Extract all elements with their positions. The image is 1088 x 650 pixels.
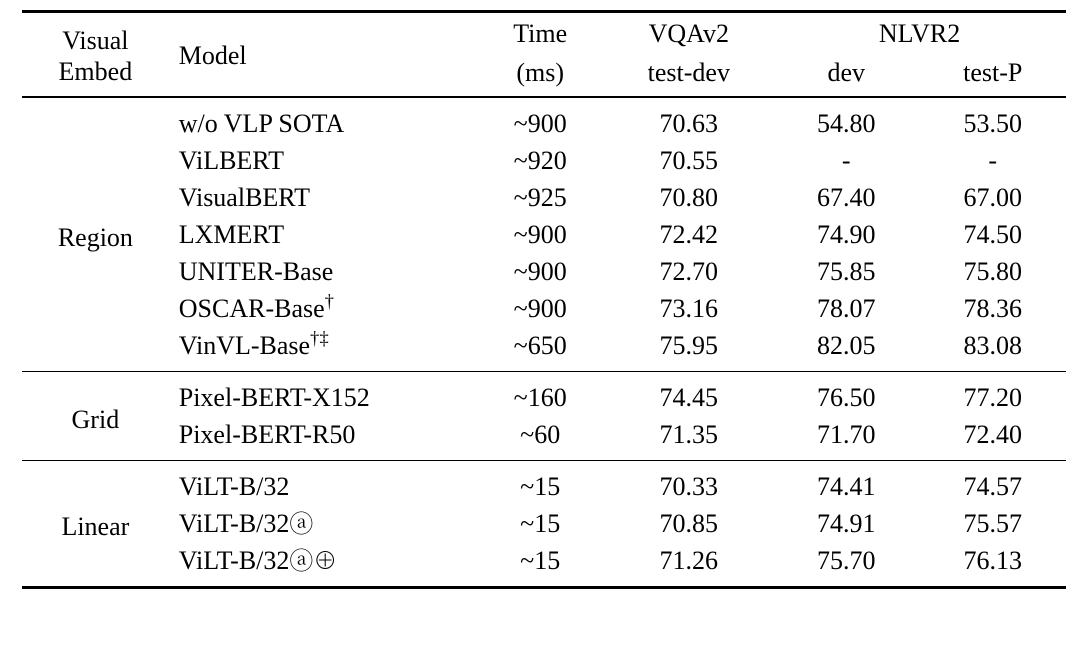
table-row [22, 179, 1066, 216]
header-vqav2-split: test-dev [647, 57, 730, 87]
header-nlvr2-group: NLVR2 [773, 12, 1066, 52]
cell-model [169, 253, 476, 290]
table-row [22, 142, 1066, 179]
model-name: LXMERT [178, 219, 285, 249]
table-header-row [22, 12, 1066, 52]
cell-vqav2: 72.70 [659, 256, 719, 286]
cell-vqav2: 70.85 [659, 508, 719, 538]
bottom-rule-cell [169, 588, 476, 597]
header-visual-embed-line1: Visual [62, 26, 129, 55]
group-label-grid: Grid [22, 372, 169, 461]
cell-nlvr2-dev: 67.40 [817, 182, 876, 212]
cell-vqav2: 73.16 [659, 293, 719, 323]
model-name: ViLBERT [178, 145, 284, 175]
bottom-rule-cell [773, 588, 919, 597]
cell-nlvr2-dev: 71.70 [817, 419, 876, 449]
cell-nlvr2-testp: 74.57 [920, 461, 1067, 506]
bottom-rule-cell [476, 588, 605, 597]
cell-nlvr2-dev: 74.41 [773, 461, 919, 506]
cell-vqav2: 70.63 [605, 97, 773, 142]
cell-nlvr2-testp: - [988, 145, 998, 175]
model-name: UNITER-Base [178, 256, 334, 286]
table-row [22, 253, 1066, 290]
cell-vqav2: 71.26 [659, 545, 719, 575]
cell-time: ~900 [476, 97, 605, 142]
header-nlvr2-dev: dev [827, 57, 866, 87]
cell-nlvr2-dev: 76.50 [773, 372, 919, 417]
model-sup: † [324, 290, 335, 312]
model-sup: †‡ [310, 327, 329, 349]
cell-nlvr2-testp: 74.50 [963, 219, 1022, 249]
table-row [22, 372, 1066, 417]
cell-time: ~650 [513, 330, 567, 360]
model-name: Pixel-BERT-X152 [178, 382, 370, 412]
cell-time: ~900 [513, 256, 567, 286]
cell-nlvr2-dev: 75.70 [817, 545, 876, 575]
cell-model [169, 542, 476, 588]
cell-time: ~15 [520, 545, 561, 575]
table-row [22, 97, 1066, 142]
table-bottom-rule [22, 588, 1066, 597]
model-name: OSCAR-Base [178, 293, 325, 323]
cell-model [169, 461, 476, 506]
cell-vqav2: 72.42 [659, 219, 719, 249]
model-name: ViLT-B/32 [178, 471, 290, 501]
table-row [22, 416, 1066, 461]
cell-time: ~925 [513, 182, 567, 212]
bottom-rule-cell [22, 588, 169, 597]
header-nlvr2-testp: test-P [963, 57, 1023, 87]
cell-model [169, 327, 476, 372]
cell-vqav2: 70.80 [659, 182, 719, 212]
cell-nlvr2-dev: 74.91 [817, 508, 876, 538]
model-sup: ⓐ [289, 511, 314, 538]
table-row [22, 290, 1066, 327]
bottom-rule-cell [605, 588, 773, 597]
cell-vqav2: 71.35 [659, 419, 719, 449]
header-vqav2 [605, 12, 773, 52]
cell-model [169, 142, 476, 179]
cell-time: ~160 [476, 372, 605, 417]
cell-nlvr2-dev: 54.80 [773, 97, 919, 142]
model-name: Pixel-BERT-R50 [178, 419, 356, 449]
cell-nlvr2-testp: 67.00 [963, 182, 1022, 212]
table-row [22, 327, 1066, 372]
cell-nlvr2-dev: 82.05 [817, 330, 876, 360]
cell-time: ~15 [476, 461, 605, 506]
cell-vqav2: 70.55 [659, 145, 719, 175]
model-name: w/o VLP SOTA [178, 108, 345, 138]
model-sup: ⓐ⊕ [289, 548, 338, 575]
cell-nlvr2-dev: 74.90 [817, 219, 876, 249]
cell-model [169, 372, 476, 417]
model-name: ViLT-B/32 [178, 545, 290, 575]
header-time-line1: Time [513, 19, 568, 48]
table-row [22, 461, 1066, 506]
model-name: VinVL-Base [178, 330, 311, 360]
cell-nlvr2-testp: 75.80 [963, 256, 1022, 286]
cell-model [169, 505, 476, 542]
header-time-units: (ms) [516, 57, 565, 87]
cell-model [169, 416, 476, 461]
cell-nlvr2-testp: 72.40 [963, 419, 1022, 449]
cell-nlvr2-testp: 83.08 [963, 330, 1022, 360]
cell-time: ~900 [513, 293, 567, 323]
cell-model [169, 179, 476, 216]
bottom-rule-cell [920, 588, 1067, 597]
cell-vqav2: 70.33 [605, 461, 773, 506]
cell-time: ~15 [520, 508, 561, 538]
header-time [476, 12, 605, 52]
table-row [22, 505, 1066, 542]
header-vqav2-line1: VQAv2 [648, 19, 729, 48]
cell-nlvr2-dev: - [841, 145, 851, 175]
cell-nlvr2-testp: 77.20 [920, 372, 1067, 417]
model-name: ViLT-B/32 [178, 508, 290, 538]
results-table [22, 10, 1066, 596]
model-name: VisualBERT [178, 182, 310, 212]
cell-time: ~900 [513, 219, 567, 249]
cell-model [169, 216, 476, 253]
header-model: Model [169, 12, 476, 98]
table-row [22, 542, 1066, 588]
group-label-region: Region [22, 97, 169, 372]
header-visual-embed-line2: Embed [58, 56, 133, 86]
cell-time: ~920 [513, 145, 567, 175]
cell-vqav2: 75.95 [659, 330, 719, 360]
header-visual-embed [22, 12, 169, 98]
cell-nlvr2-dev: 78.07 [817, 293, 876, 323]
cell-model [169, 97, 476, 142]
table-row [22, 216, 1066, 253]
cell-nlvr2-testp: 53.50 [920, 97, 1067, 142]
group-label-linear: Linear [22, 461, 169, 588]
cell-nlvr2-testp: 78.36 [963, 293, 1022, 323]
cell-nlvr2-dev: 75.85 [817, 256, 876, 286]
cell-time: ~60 [520, 419, 561, 449]
cell-model [169, 290, 476, 327]
cell-vqav2: 74.45 [605, 372, 773, 417]
cell-nlvr2-testp: 76.13 [963, 545, 1022, 575]
cell-nlvr2-testp: 75.57 [963, 508, 1022, 538]
